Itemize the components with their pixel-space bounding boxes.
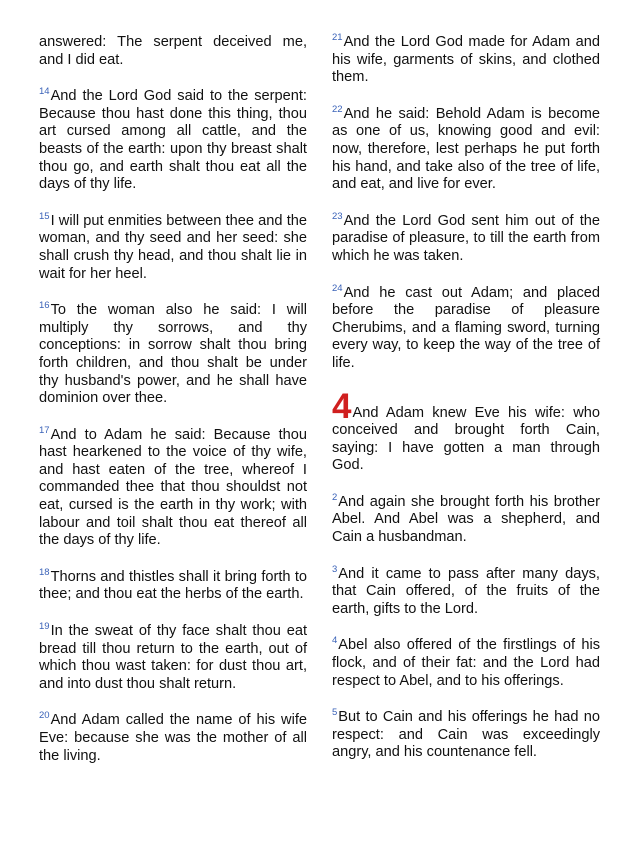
verse-text: Thorns and thistles shall it bring forth to thee; and thou eat the herbs of the earth. [39,568,307,603]
verse-number: 24 [332,282,343,294]
verse-text: And it came to pass after many days, that Cain offered, of the fruits of the earth, gifts to the Lord. [332,565,600,617]
verse-text: In the sweat of thy face shalt thou eat bread till thou return to the earth, out of which thou wast taken: for dust thou art, and into dust thou shalt return. [39,623,307,692]
verse-text: But to Cain and his offerings he had no respect: and Cain was exceedingly angry, and his countenance fell. [332,709,600,761]
verse-number: 14 [39,86,50,98]
verse-number: 19 [39,621,50,633]
verse-number: 21 [332,32,343,43]
verse-fragment [39,34,307,69]
verse-21 [332,34,600,87]
verse-17 [39,424,307,550]
verse-text: I will put enmities between thee and the woman, and thy seed and her seed: she shall crush thy head, and thou shalt lie in wait for her heel. [39,212,307,282]
verse-14 [39,88,307,194]
verse-text: And he cast out Adam; and placed before the paradise of pleasure Cherubims, and a flaming sword, turning every way, to keep the way of the tree of life. [332,284,600,371]
verse-number: 15 [39,210,50,222]
verse-text: And he said: Behold Adam is become as one of us, knowing good and evil: now, therefore, lest perhaps he put forth his hand, and take also of the tree of life, and eat, and live for ever. [332,105,600,193]
verse-number: 4 [332,635,338,647]
verse-text: And Adam knew Eve his wife: who conceived and brought forth Cain, saying: I have gotten a man through God. [332,404,600,474]
verse-text: And the Lord God made for Adam and his wife, garments of skins, and clothed them. [332,34,600,86]
verse-number: 20 [39,710,50,722]
verse-15 [39,210,307,283]
verse-24 [332,282,600,373]
verse-text: Abel also offered of the firstlings of his flock, and of their fat: and the Lord had respect to Abel, and to his offerings. [332,637,600,689]
verse-text: To the woman also he said: I will multiply thy sorrows, and thy conceptions: in sorrow shalt thou bring forth children, and thou shalt be under thy husband's power, and he shall have dominion over thee. [39,302,307,407]
verse-number: 5 [332,707,338,719]
chapter-4-verse-3 [332,563,600,619]
verse-number: 23 [332,210,343,222]
verse-18 [39,566,307,604]
chapter-4-verse-5 [332,709,600,762]
verse-19 [39,623,307,693]
chapter-4-verse-4 [332,637,600,690]
verse-number: 3 [332,563,338,575]
right-column [332,34,600,781]
verse-text: And the Lord God sent him out of the paradise of pleasure, to till the earth from which he was taken. [332,212,600,264]
verse-number: 16 [39,300,50,312]
verse-text: answered: The serpent deceived me, and I did eat. [39,34,307,68]
verse-23 [332,210,600,266]
verse-text: And the Lord God said to the serpent: Because thou hast done this thing, thou art cursed among all cattle, and the beasts of the earth: upon thy breast shalt thou go, and earth shalt thou eat all the days of thy life. [39,88,307,193]
verse-22 [332,103,600,194]
chapter-4-verse-2 [332,491,600,547]
verse-number: 2 [332,491,338,503]
verse-20 [39,712,307,765]
chapter-number: 4 [332,386,352,426]
verse-number: 17 [39,424,50,436]
verse-text: And to Adam he said: Because thou hast hearkened to the voice of thy wife, and hast eaten of the tree, whereof I commanded thee that thou shouldst not eat, cursed is the earth in thy work; with labour and toil shalt thou eat thereof all the days of thy life. [39,426,307,549]
verse-text: And Adam called the name of his wife Eve: because she was the mother of all the living. [39,712,307,764]
verse-16 [39,302,307,408]
left-column [39,34,307,784]
verse-number: 22 [332,103,343,115]
verse-text: And again she brought forth his brother Abel. And Abel was a shepherd, and Cain a husbandman. [332,493,600,546]
chapter-4-verse-1 [332,386,600,475]
verse-number: 18 [39,566,50,578]
